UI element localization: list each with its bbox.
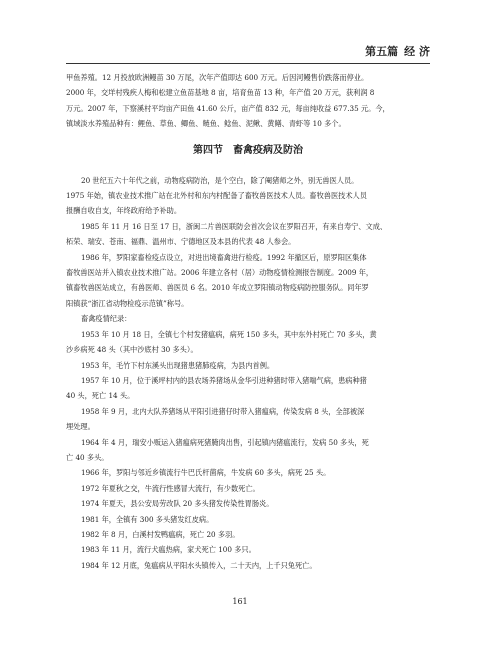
text-line: 阳镇获“浙江省动物检疫示范镇”称号。 bbox=[66, 298, 189, 308]
text-line: 1953 年 10 月 18 日，全镇七个村发猪瘟病，病死 150 多头，其中东外村死亡 70 多头，黄 bbox=[81, 329, 377, 339]
text-line: 1966 年，罗阳与邻近乡镇流行牛巴氏杆菌病，牛发病 60 多头，病死 25 头。 bbox=[81, 468, 331, 478]
record-entry bbox=[66, 327, 430, 358]
paragraph-conference bbox=[66, 219, 430, 250]
text-line: 1981 年，全镇有 300 多头猪发红皮病。 bbox=[81, 514, 214, 524]
text-line: 40 头，死亡 14 头。 bbox=[66, 391, 135, 401]
section-title: 第四节 畜禽疫病及防治 bbox=[193, 144, 303, 156]
paragraph-quarantine bbox=[66, 250, 430, 312]
text-line: 1958 年 9 月，北内大队养猪场从平阳引进猪仔时带入猪瘟病，传染发病 8 头，全部被深 bbox=[81, 406, 365, 416]
text-line: 1986 年，罗阳家畜检疫点设立，对进出境畜禽进行检疫。1992 年撤区后，原罗阳区集体 bbox=[81, 252, 367, 262]
text-line: 沙乡病死 48 头（其中沙底村 30 多头）。 bbox=[66, 345, 198, 355]
epidemic-records bbox=[66, 327, 430, 574]
text-line: 20 世纪五六十年代之前，动物疫病防治，是个空白，除了阉猪师之外，别无兽医人员。 bbox=[81, 175, 359, 185]
text-line: 报酬自收自支，年终政府给予补助。 bbox=[66, 206, 182, 216]
record-entry bbox=[66, 373, 430, 404]
text-line: 1964 年 4 月，瑞安小贩运入猪瘟病死猪腌肉出售，引起镇内猪瘟流行，发病 50 多头，死 bbox=[81, 437, 369, 447]
text-line: 1974 年夏天，县公安局劳改队 20 多头猪发传染性胃肠炎。 bbox=[81, 499, 274, 509]
text-line: 1983 年 11 月，流行犬瘟热病，家犬死亡 100 多只。 bbox=[81, 545, 256, 555]
text-line: 1985 年 11 月 16 日至 17 日，浙闽二片兽医联防会首次会议在罗阳召开，有来自寿宁、文成、 bbox=[81, 221, 388, 231]
text-line: 1984 年 12 月底，兔瘟病从平阳水头镇传入，二十天内，上千只兔死亡。 bbox=[81, 560, 317, 570]
body-text bbox=[66, 70, 430, 573]
paragraph-history bbox=[66, 173, 430, 219]
record-entry bbox=[66, 558, 430, 573]
running-header bbox=[66, 42, 430, 62]
record-entry bbox=[66, 404, 430, 435]
intro-paragraph bbox=[66, 70, 430, 132]
text-line: 万元。2007 年，下察溪村平均亩产田鱼 41.60 公斤，亩产值 832 元，每亩纯收益 677.35 元。今， bbox=[66, 103, 390, 113]
text-line: 1953 年，毛竹下村东溪头出现猪患猪肺疫病，为县内首例。 bbox=[81, 360, 275, 370]
record-entry bbox=[66, 542, 430, 557]
text-line: 1975 年始，镇农业技术推广站在北外村和东内村配备了畜牧兽医技术人员。畜牧兽医技术人员 bbox=[66, 191, 367, 201]
header-title: 经 济 bbox=[404, 45, 430, 58]
record-heading: 畜禽疫情纪录： bbox=[81, 314, 132, 324]
record-entry bbox=[66, 527, 430, 542]
record-entry bbox=[66, 358, 430, 373]
record-entry bbox=[66, 496, 430, 511]
text-line: 畜牧兽医站并入镇农业技术推广站。2006 年建立各村（居）动物疫情检测报告制度。2009 年， bbox=[66, 268, 374, 278]
text-line: 镇域淡水养殖品种有：鲤鱼、草鱼、鲫鱼、鲢鱼、鲶鱼、泥鳅、黄鳝、青虾等 10 多个。 bbox=[66, 119, 346, 129]
header-rule bbox=[66, 63, 430, 64]
text-line: 1972 年夏秋之交，牛流行性感冒大流行，有少数死亡。 bbox=[81, 483, 260, 493]
header-part: 第五篇 bbox=[365, 45, 399, 58]
text-line: 镇畜牧兽医站成立，有兽医师、兽医员 6 名。2010 年成立罗阳镇动物疫病防控服务队。同年罗 bbox=[66, 283, 369, 293]
record-entry bbox=[66, 465, 430, 480]
text-line: 1957 年 10 月，位于溪坪村内的县农场养猪场从金华引进种猪时带入猪喘气病，患病种猪 bbox=[81, 375, 367, 385]
record-entry bbox=[66, 481, 430, 496]
text-line: 甲鱼养殖。12 月投放欧洲鳗苗 30 万尾，次年产值即达 600 万元。后因河鳗售价跌落而停业。 bbox=[66, 73, 369, 82]
page-number: 161 bbox=[232, 597, 248, 606]
text-line: 1982 年 8 月，白溪村发鸭瘟病，死亡 20 多羽。 bbox=[81, 529, 240, 539]
record-entry bbox=[66, 512, 430, 527]
text-line: 2000 年，交垟村残疾人梅和松建立鱼苗基地 8 亩，培育鱼苗 13 种，年产值 20 万元，获利润 8 bbox=[66, 88, 375, 98]
text-line: 亡 40 多头。 bbox=[66, 452, 109, 462]
text-line: 埋处理。 bbox=[66, 422, 95, 432]
record-entry bbox=[66, 435, 430, 466]
text-line: 柘荣、瑞安、苍南、福鼎、温州市、宁德地区及本县的代表 48 人参会。 bbox=[66, 237, 296, 247]
